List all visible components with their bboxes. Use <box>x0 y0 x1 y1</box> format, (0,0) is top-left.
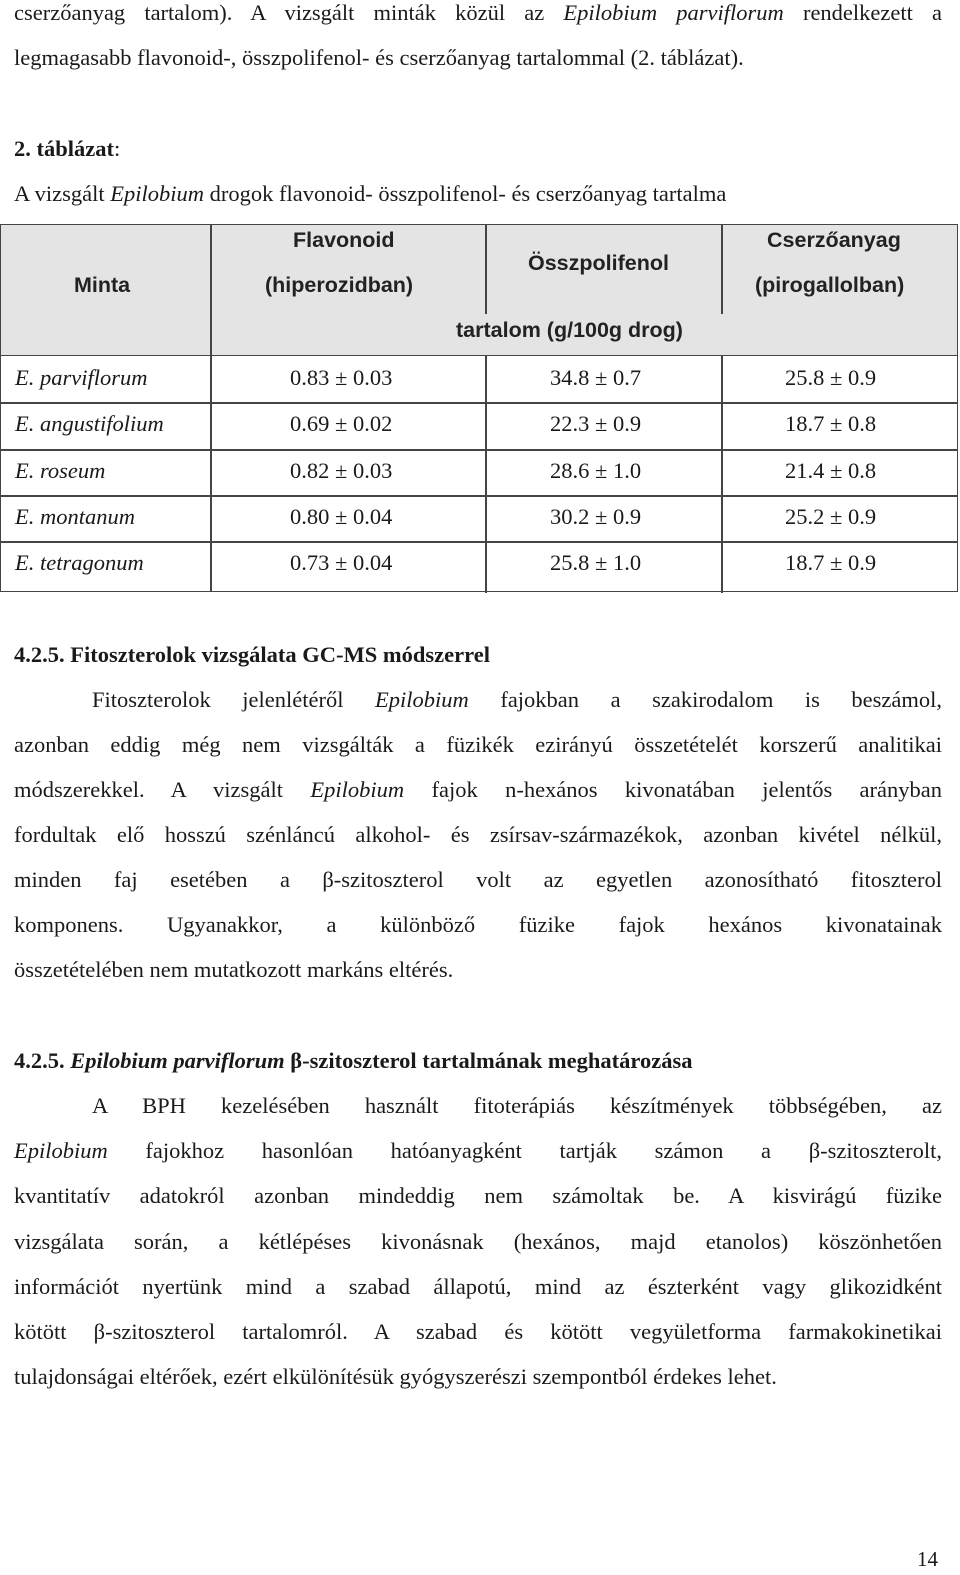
column-divider <box>485 356 487 593</box>
paragraph-line: kvantitatív adatokról azonban mindeddig nem számoltak be. A kisvirágú füzike <box>14 1183 942 1208</box>
intro-text: rendelkezett a <box>783 0 942 25</box>
cell-polyphenol: 22.3 ± 0.9 <box>550 411 642 436</box>
paragraph-line: komponens. Ugyanakkor, a különböző füzike fajok hexános kivonatainak <box>14 912 942 937</box>
cell-polyphenol: 28.6 ± 1.0 <box>550 458 642 483</box>
text: fajokban a szakirodalom is beszámol, <box>468 687 942 712</box>
paragraph-line <box>14 779 942 802</box>
paragraph-line: azonban eddig még nem vizsgálták a füzikék ezirányú összetételét korszerű analitikai <box>14 732 942 757</box>
table-label <box>14 138 120 161</box>
heading-number: 4.2.5. <box>14 1048 71 1073</box>
cell-polyphenol: 30.2 ± 0.9 <box>550 504 642 529</box>
genus-name: Epilobium <box>14 1138 108 1163</box>
page-number: 14 <box>917 1547 938 1571</box>
paragraph-line: összetételében nem mutatkozott markáns eltérés. <box>14 957 454 982</box>
cell-tannin: 18.7 ± 0.8 <box>785 411 877 436</box>
table-label-colon: : <box>114 136 121 161</box>
cell-tannin: 25.2 ± 0.9 <box>785 504 877 529</box>
cell-flavonoid: 0.82 ± 0.03 <box>290 458 393 483</box>
paragraph-line: minden faj esetében a β-szitoszterol volt az egyetlen azonosítható fitoszterol <box>14 867 942 892</box>
header-cserzoanyag-unit: (pirogallolban) <box>755 273 905 297</box>
species-name: Epilobium parviflorum <box>563 0 784 25</box>
paragraph-line: vizsgálata során, a kétlépéses kivonásnak (hexános, majd etanolos) köszönhetően <box>14 1229 942 1254</box>
genus-name: Epilobium <box>110 181 204 206</box>
cell-species: E. tetragonum <box>15 550 144 575</box>
table-title-text: A vizsgált <box>14 181 111 206</box>
species-name: Epilobium parviflorum <box>70 1048 285 1073</box>
table-label-number: 2. táblázat <box>14 136 114 161</box>
row-divider <box>1 541 957 543</box>
column-divider <box>721 225 723 314</box>
genus-name: Epilobium <box>310 777 405 802</box>
text: fajokhoz hasonlóan hatóanyagként tartják számon a β-szitoszterolt, <box>107 1138 942 1163</box>
row-divider <box>1 495 957 497</box>
cell-tannin: 21.4 ± 0.8 <box>785 458 877 483</box>
table-title-text: drogok flavonoid- összpolifenol- és cserzőanyag tartalma <box>204 181 727 206</box>
cell-tannin: 25.8 ± 0.9 <box>785 365 877 390</box>
cell-flavonoid: 0.69 ± 0.02 <box>290 411 393 436</box>
header-flavonoid-unit: (hiperozidban) <box>265 273 414 297</box>
cell-species: E. parviflorum <box>15 365 148 390</box>
cell-flavonoid: 0.80 ± 0.04 <box>290 504 393 529</box>
paragraph-line: A BPH kezelésében használt fitoterápiás készítmények többségében, az <box>92 1093 942 1118</box>
table-title <box>14 183 726 206</box>
table-header <box>1 225 957 356</box>
heading-text: β-szitoszterol tartalmának meghatározása <box>284 1048 693 1073</box>
paragraph-line: fordultak elő hosszú szénláncú alkohol- és zsírsav-származékok, azonban kivétel nélkül, <box>14 822 942 847</box>
column-divider <box>721 356 723 593</box>
paragraph-line <box>14 1140 942 1163</box>
cell-flavonoid: 0.83 ± 0.03 <box>290 365 393 390</box>
data-table <box>0 224 958 592</box>
paragraph-line: tulajdonságai eltérőek, ezért elkülönítésük gyógyszerészi szempontból érdekes lehet. <box>14 1364 777 1389</box>
cell-species: E. roseum <box>15 458 106 483</box>
intro-line-1 <box>14 2 942 25</box>
cell-flavonoid: 0.73 ± 0.04 <box>290 550 393 575</box>
cell-tannin: 18.7 ± 0.9 <box>785 550 877 575</box>
column-divider <box>210 225 212 591</box>
cell-polyphenol: 25.8 ± 1.0 <box>550 550 642 575</box>
intro-line-2: legmagasabb flavonoid-, összpolifenol- és cserzőanyag tartalommal (2. táblázat). <box>14 45 744 70</box>
column-divider <box>485 225 487 314</box>
paragraph-line <box>92 689 942 712</box>
section-heading <box>14 1050 692 1073</box>
cell-species: E. montanum <box>15 504 135 529</box>
section-heading: 4.2.5. Fitoszterolok vizsgálata GC-MS módszerrel <box>14 642 490 667</box>
text: Fitoszterolok jelenlétéről <box>92 687 376 712</box>
header-flavonoid: Flavonoid <box>293 228 395 252</box>
header-minta: Minta <box>74 273 131 297</box>
header-cserzoanyag: Cserzőanyag <box>767 228 901 252</box>
cell-polyphenol: 34.8 ± 0.7 <box>550 365 642 390</box>
row-divider <box>1 449 957 451</box>
header-tartalom: tartalom (g/100g drog) <box>456 318 683 342</box>
paragraph-line: információt nyertünk mind a szabad állapotú, mind az észterként vagy glikozidként <box>14 1274 942 1299</box>
genus-name: Epilobium <box>375 687 469 712</box>
cell-species: E. angustifolium <box>15 411 164 436</box>
row-divider <box>1 402 957 404</box>
paragraph-line: kötött β-szitoszterol tartalomról. A szabad és kötött vegyületforma farmakokinetikai <box>14 1319 942 1344</box>
text: fajok n-hexános kivonatában jelentős arányban <box>404 777 942 802</box>
header-osszpolifenol: Összpolifenol <box>528 251 669 275</box>
intro-text: cserzőanyag tartalom). A vizsgált minták közül az <box>14 0 564 25</box>
text: módszerekkel. A vizsgált <box>14 777 311 802</box>
